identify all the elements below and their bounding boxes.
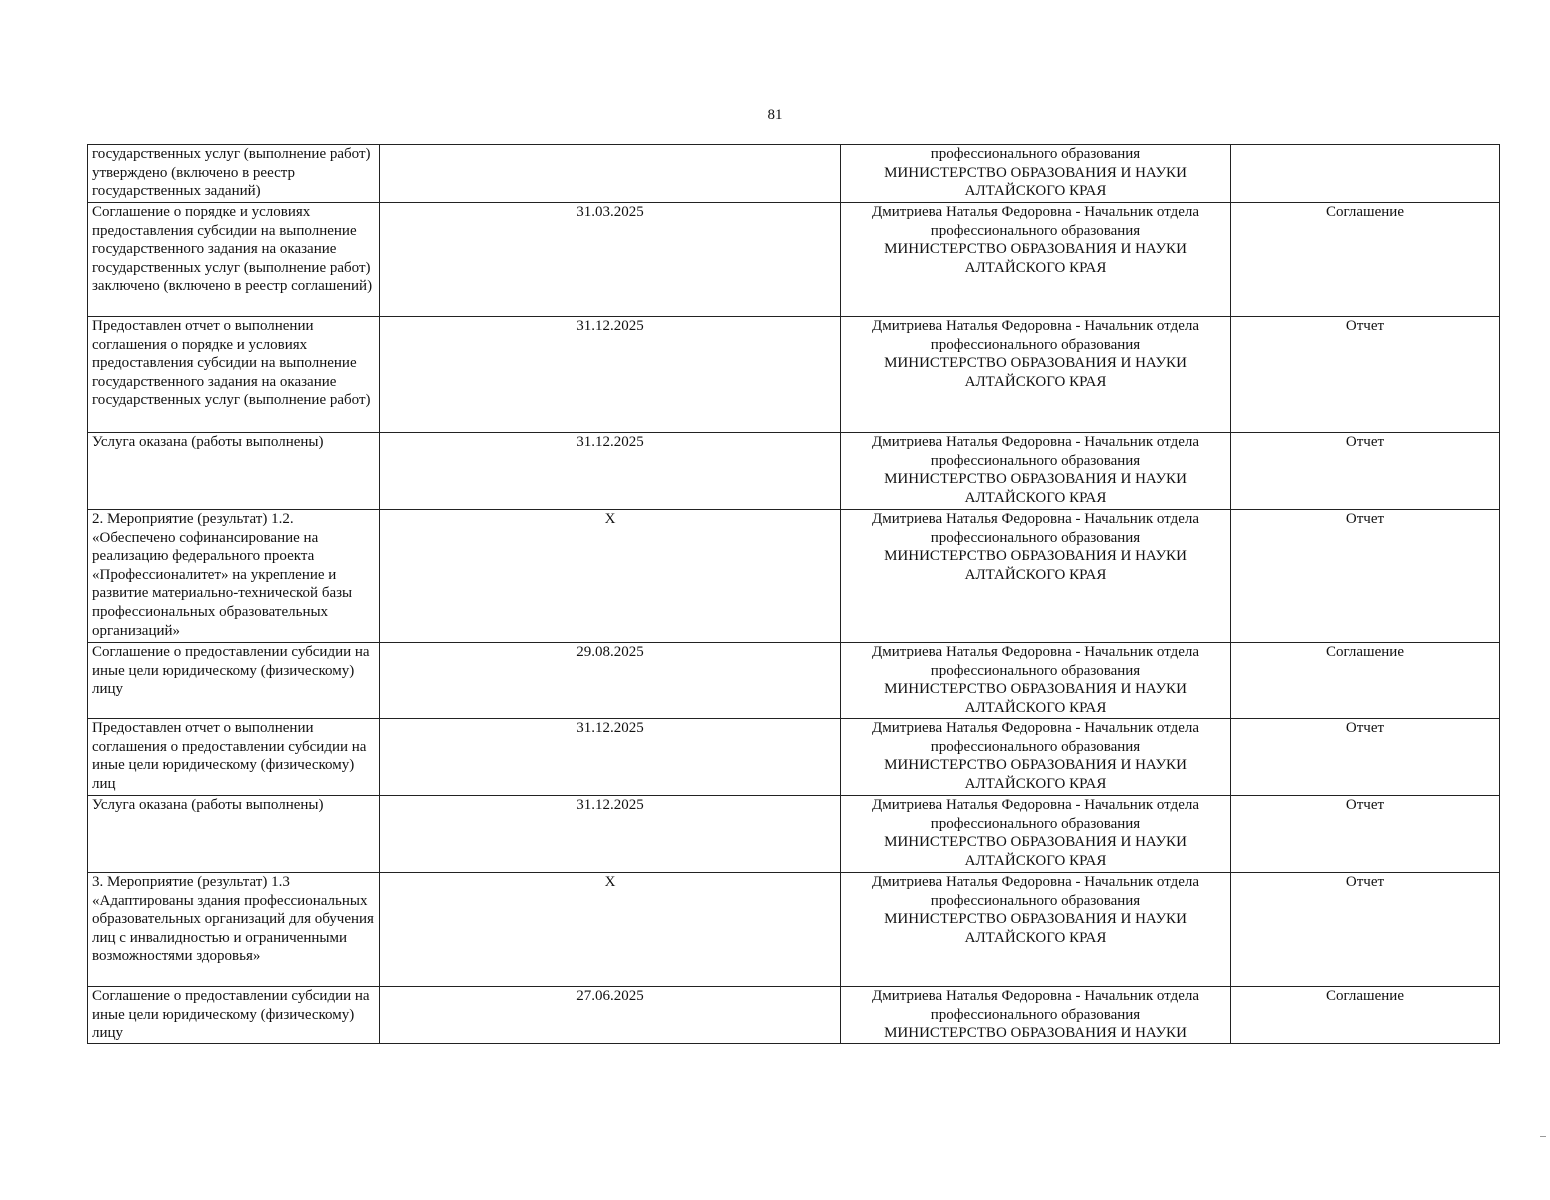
responsible-line: АЛТАЙСКОГО КРАЯ bbox=[964, 852, 1107, 869]
date-cell: 31.12.2025 bbox=[380, 719, 841, 796]
document-cell: Отчет bbox=[1231, 873, 1500, 987]
date-cell: 31.12.2025 bbox=[380, 433, 841, 510]
event-cell: Соглашение о предоставлении субсидии на иные цели юридическому (физическому) лицу bbox=[88, 987, 380, 1044]
event-cell: государственных услуг (выполнение работ) утверждено (включено в реестр государственных заданий) bbox=[88, 145, 380, 203]
document-cell: Отчет bbox=[1231, 433, 1500, 510]
table-row bbox=[88, 873, 1500, 987]
table-row bbox=[88, 433, 1500, 510]
table-row bbox=[88, 510, 1500, 643]
event-cell: Предоставлен отчет о выполнении соглашения о порядке и условиях предоставления субсидии на выполнение государственного задания на оказание государственных услуг (выполнение работ) bbox=[88, 317, 380, 433]
document-cell: Соглашение bbox=[1231, 643, 1500, 719]
responsible-line: АЛТАЙСКОГО КРАЯ bbox=[964, 929, 1107, 946]
responsible-line: Дмитриева Наталья Федоровна - Начальник отдела bbox=[871, 874, 1199, 890]
responsible-cell bbox=[841, 203, 1231, 317]
responsible-line: профессионального образования bbox=[930, 662, 1141, 679]
responsible-cell bbox=[841, 987, 1231, 1044]
responsible-line: профессионального образования bbox=[930, 452, 1141, 469]
responsible-line: МИНИСТЕРСТВО ОБРАЗОВАНИЯ И НАУКИ bbox=[884, 471, 1187, 488]
responsible-cell bbox=[841, 317, 1231, 433]
responsible-line: профессионального образования bbox=[930, 146, 1141, 162]
responsible-line: Дмитриева Наталья Федоровна - Начальник отдела bbox=[871, 204, 1199, 220]
responsible-line: Дмитриева Наталья Федоровна - Начальник отдела bbox=[871, 720, 1199, 736]
responsible-line: профессионального образования bbox=[930, 892, 1141, 909]
responsible-cell bbox=[841, 433, 1231, 510]
responsible-cell bbox=[841, 510, 1231, 643]
date-cell: X bbox=[380, 510, 841, 643]
responsible-line: профессионального образования bbox=[930, 1006, 1141, 1023]
responsible-cell bbox=[841, 796, 1231, 873]
responsible-line: профессионального образования bbox=[930, 738, 1141, 755]
responsible-line: профессионального образования bbox=[930, 815, 1141, 832]
responsible-line: АЛТАЙСКОГО КРАЯ bbox=[964, 699, 1107, 716]
responsible-line: Дмитриева Наталья Федоровна - Начальник отдела bbox=[871, 434, 1199, 450]
responsible-line: МИНИСТЕРСТВО ОБРАЗОВАНИЯ И НАУКИ bbox=[884, 355, 1187, 372]
plan-table bbox=[87, 144, 1500, 1044]
date-cell: X bbox=[380, 873, 841, 987]
responsible-line: АЛТАЙСКОГО КРАЯ bbox=[964, 373, 1107, 390]
date-cell: 31.03.2025 bbox=[380, 203, 841, 317]
table-row bbox=[88, 203, 1500, 317]
responsible-line: Дмитриева Наталья Федоровна - Начальник отдела bbox=[871, 988, 1199, 1004]
table-row bbox=[88, 317, 1500, 433]
table-row bbox=[88, 719, 1500, 796]
responsible-line: МИНИСТЕРСТВО ОБРАЗОВАНИЯ И НАУКИ bbox=[884, 834, 1187, 851]
responsible-line: Дмитриева Наталья Федоровна - Начальник отдела bbox=[871, 644, 1199, 660]
document-cell: Соглашение bbox=[1231, 203, 1500, 317]
document-cell: Отчет bbox=[1231, 510, 1500, 643]
event-cell: Услуга оказана (работы выполнены) bbox=[88, 433, 380, 510]
responsible-line: профессионального образования bbox=[930, 222, 1141, 239]
document-cell: Соглашение bbox=[1231, 987, 1500, 1044]
responsible-cell bbox=[841, 145, 1231, 203]
responsible-line: МИНИСТЕРСТВО ОБРАЗОВАНИЯ И НАУКИ bbox=[884, 911, 1187, 928]
responsible-line: АЛТАЙСКОГО КРАЯ bbox=[964, 259, 1107, 276]
date-cell: 31.12.2025 bbox=[380, 317, 841, 433]
date-cell: 31.12.2025 bbox=[380, 796, 841, 873]
document-cell: Отчет bbox=[1231, 796, 1500, 873]
event-cell: Предоставлен отчет о выполнении соглашения о предоставлении субсидии на иные цели юридическому (физическому) лиц bbox=[88, 719, 380, 796]
responsible-line: профессионального образования bbox=[930, 529, 1141, 546]
responsible-cell bbox=[841, 873, 1231, 987]
event-cell: Соглашение о предоставлении субсидии на иные цели юридическому (физическому) лицу bbox=[88, 643, 380, 719]
responsible-line: МИНИСТЕРСТВО ОБРАЗОВАНИЯ И НАУКИ bbox=[884, 164, 1187, 181]
responsible-line: профессионального образования bbox=[930, 336, 1141, 353]
document-cell: Отчет bbox=[1231, 317, 1500, 433]
event-cell: 3. Мероприятие (результат) 1.3 «Адаптированы здания профессиональных образовательных организаций для обучения лиц с инвалидностью и ограниченными возможностями здоровья» bbox=[88, 873, 380, 987]
responsible-line: АЛТАЙСКОГО КРАЯ bbox=[964, 775, 1107, 792]
responsible-line: Дмитриева Наталья Федоровна - Начальник отдела bbox=[871, 797, 1199, 813]
event-cell: 2. Мероприятие (результат) 1.2. «Обеспечено софинансирование на реализацию федерального проекта «Профессионалитет» на укрепление и развитие материально-технической базы профессиональных образовательных организаций» bbox=[88, 510, 380, 643]
date-cell bbox=[380, 145, 841, 203]
responsible-line: АЛТАЙСКОГО КРАЯ bbox=[964, 566, 1107, 583]
responsible-cell bbox=[841, 719, 1231, 796]
responsible-line: Дмитриева Наталья Федоровна - Начальник отдела bbox=[871, 511, 1199, 527]
responsible-cell bbox=[841, 643, 1231, 719]
responsible-line: АЛТАЙСКОГО КРАЯ bbox=[964, 489, 1107, 506]
responsible-line: МИНИСТЕРСТВО ОБРАЗОВАНИЯ И НАУКИ bbox=[884, 548, 1187, 565]
document-cell bbox=[1231, 145, 1500, 203]
document-cell: Отчет bbox=[1231, 719, 1500, 796]
table-row bbox=[88, 796, 1500, 873]
event-cell: Услуга оказана (работы выполнены) bbox=[88, 796, 380, 873]
responsible-line: МИНИСТЕРСТВО ОБРАЗОВАНИЯ И НАУКИ bbox=[884, 241, 1187, 258]
event-cell: Соглашение о порядке и условиях предоставления субсидии на выполнение государственного задания на оказание государственных услуг (выполнение работ) заключено (включено в реестр соглашений) bbox=[88, 203, 380, 317]
page-number: 81 bbox=[767, 107, 783, 123]
responsible-line: МИНИСТЕРСТВО ОБРАЗОВАНИЯ И НАУКИ bbox=[884, 681, 1187, 698]
date-cell: 29.08.2025 bbox=[380, 643, 841, 719]
scan-mark bbox=[1540, 1136, 1546, 1137]
responsible-line: МИНИСТЕРСТВО ОБРАЗОВАНИЯ И НАУКИ bbox=[884, 1025, 1187, 1042]
table-row bbox=[88, 643, 1500, 719]
table-row bbox=[88, 145, 1500, 203]
responsible-line: МИНИСТЕРСТВО ОБРАЗОВАНИЯ И НАУКИ bbox=[884, 757, 1187, 774]
responsible-line: АЛТАЙСКОГО КРАЯ bbox=[964, 183, 1107, 200]
date-cell: 27.06.2025 bbox=[380, 987, 841, 1044]
responsible-line: Дмитриева Наталья Федоровна - Начальник отдела bbox=[871, 318, 1199, 334]
table-row bbox=[88, 987, 1500, 1044]
